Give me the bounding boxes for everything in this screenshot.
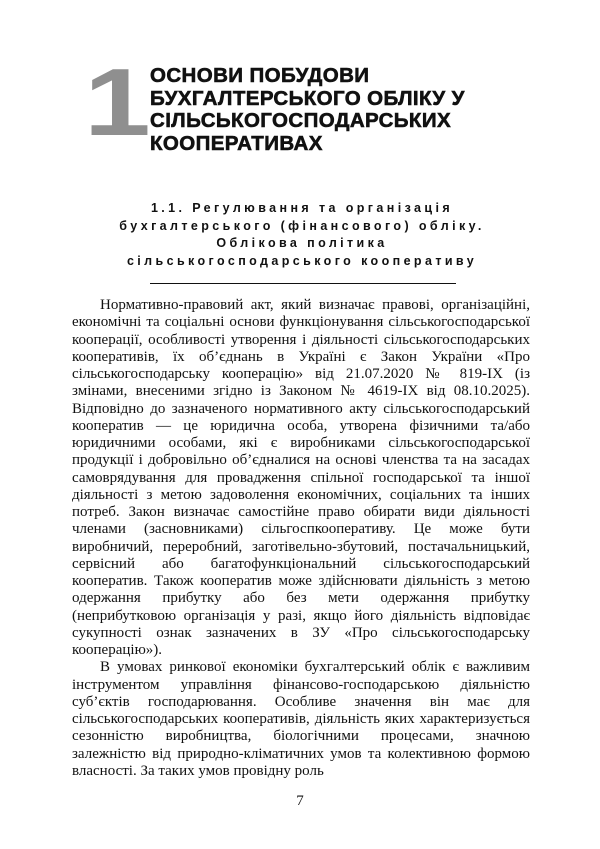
section-divider	[150, 283, 456, 284]
page-number: 7	[296, 793, 304, 809]
chapter-title: ОСНОВИ ПОБУДОВИ БУХГАЛТЕРСЬКОГО ОБЛІКУ У СІЛЬСЬКОГОСПОДАРСЬКИХ КООПЕРАТИВАХ	[150, 64, 465, 155]
chapter-header	[84, 49, 554, 162]
paragraph: Нормативно-правовий акт, який визначає правові, організаційні, економічні та соціальні основи функціонування сільськогосподарської кооперації, особливості утворення і діяльності сільськогосподарських кооперативів, їх об’єднань в Україні є Закон України «Про сільськогосподарську кооперацію» від 21.07.2020 № 819-IX (із змінами, внесеними згідно із Законом № 4619-IX від 08.10.2025). Відповідно до зазначеного нормативного акту сільськогосподарський кооператив — це юридична особа, утворена фізичними та/або юридичними особами, які є виробниками сільськогосподарської продукції і добровільно об’єдналися на основі членства та на засадах самоврядування для провадження спільної господарської та іншої діяльності з метою задоволення економічних, соціальних та інших потреб. Закон визначає самостійне право обирати види діяльності членами (засновниками) сільгоспкооперативу. Це може бути виробничий, переробний, заготівельно-збутовий, постачальницький, сервісний або багатофункціональний сільськогосподарський кооператив. Також кооператив може здійснювати діяльність з метою одержання прибутку або без мети одержання прибутку (неприбутковою організація у разі, якщо його діяльність відповідає сукупності ознак зазначених в ЗУ «Про сільськогосподарську кооперацію»).	[72, 297, 530, 658]
chapter-number: 1	[84, 49, 151, 156]
section-heading: 1.1. Регулювання та організація бухгалтерського (фінансового) обліку. Облікова політика сільськогосподарського кооперативу	[119, 201, 485, 268]
body-text	[72, 297, 530, 780]
paragraph: В умовах ринкової економіки бухгалтерський облік є важливим інструментом управління фінансово-господарською діяльністю суб’єктів господарювання. Особливе значення він має для сільськогосподарських кооперативів, діяльність яких характеризується сезонністю виробництва, біологічними процесами, значною залежністю від природно-кліматичних умов та колективною формою власності. За таких умов провідну роль	[72, 659, 530, 779]
